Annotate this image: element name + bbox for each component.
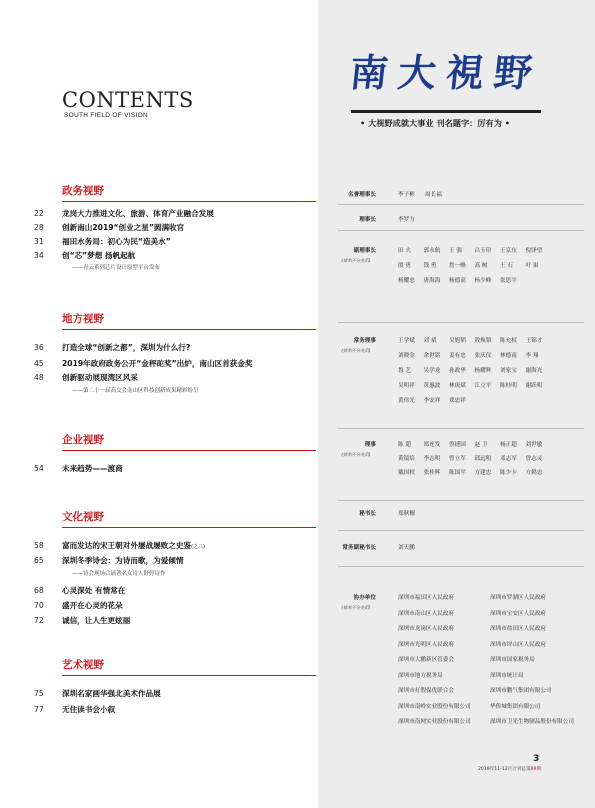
committee-member: 刘天鹏 bbox=[398, 545, 415, 551]
committee-member: 谢海光 bbox=[525, 368, 543, 374]
committee-member: 黄伟光 bbox=[398, 398, 415, 404]
toc-subline: ——第二十一届高交会南山区科技创新成果精彩纷呈 bbox=[72, 388, 199, 394]
committee-member: 华侨城集团有限公司 bbox=[490, 703, 541, 710]
toc-title bbox=[62, 540, 205, 553]
toc-page: 22 bbox=[34, 209, 44, 218]
committee-member: 周长福 bbox=[425, 192, 442, 198]
committee-member: 陈 超 bbox=[398, 442, 411, 448]
committee-member: 陈国平 bbox=[449, 470, 466, 476]
committee-member: 唐海海 bbox=[423, 278, 441, 284]
toc-title: 未来趋势——渡商 bbox=[62, 464, 123, 473]
committee-member: 方建忠 bbox=[474, 470, 492, 476]
logo-glyph: 野 bbox=[491, 50, 535, 95]
committee-member: 深圳市卫光生物制品股份有限公司 bbox=[490, 719, 574, 725]
toc-page: 75 bbox=[34, 689, 44, 698]
committee-role-label: 副理事长 bbox=[353, 248, 376, 254]
toc-entry[interactable] bbox=[0, 704, 318, 716]
toc-title-text: 富而发达的宋王朝对外屡战屡败之史鉴 bbox=[62, 541, 192, 550]
toc-entry[interactable] bbox=[0, 463, 318, 475]
toc-title: 深圳冬季诗会：为诗而歌，为爱倾情 bbox=[62, 556, 184, 565]
committee-member: 杨正超 bbox=[500, 442, 517, 448]
committee-member: 黄镜培 bbox=[398, 456, 415, 462]
section-art bbox=[56, 658, 318, 676]
section-divider bbox=[62, 527, 316, 528]
committee-member: 谢跃明 bbox=[525, 383, 543, 389]
committee-member: 深圳市光明区人民政府 bbox=[398, 641, 454, 648]
committee-role-label: 名誉理事长 bbox=[348, 192, 376, 198]
committee-member: 杨耀辉 bbox=[474, 368, 492, 374]
committee-role-label: 理事 bbox=[364, 442, 376, 448]
toc-title: 创新驱动展现湾区风采 bbox=[62, 373, 138, 382]
committee-member: 戴国权 bbox=[398, 470, 415, 476]
committee-member: 深圳市福田区人民政府 bbox=[398, 595, 454, 601]
page-subtitle: SOUTH FIELD OF VISION bbox=[64, 112, 148, 119]
committee-divider bbox=[338, 230, 584, 231]
committee-member: 鲁 艺 bbox=[398, 368, 411, 374]
committee-member: 陈少卡 bbox=[500, 470, 517, 476]
committee-member: 叶 果 bbox=[525, 263, 539, 269]
committee-member: 王锦才 bbox=[525, 338, 543, 344]
toc-title: 打造全球“创新之都”，深圳为什么行? bbox=[62, 343, 191, 352]
section-culture bbox=[56, 510, 318, 528]
committee-member: 深圳市鹏气集团有限公司 bbox=[490, 688, 552, 694]
committee-member: 深圳市地方税务局 bbox=[398, 672, 443, 679]
toc-title-part: (之三) bbox=[191, 544, 205, 550]
toc-title: 福田水务局：初心为民“造美水” bbox=[62, 237, 171, 246]
committee-member: 田 夫 bbox=[398, 248, 411, 254]
committee-member: 邱远明 bbox=[474, 456, 492, 462]
committee-member: 深圳市宝安区人民政府 bbox=[490, 610, 546, 617]
committee-member: 李子彬 bbox=[398, 192, 415, 198]
committee-divider bbox=[338, 500, 584, 501]
committee-order-note: (排名不分先后) bbox=[341, 606, 371, 611]
committee-member: 王 强 bbox=[449, 248, 462, 254]
toc-page: 54 bbox=[34, 464, 44, 473]
toc-page: 34 bbox=[34, 251, 44, 260]
toc-entry[interactable] bbox=[0, 222, 318, 234]
toc-entry[interactable] bbox=[0, 372, 318, 384]
toc-entry[interactable] bbox=[0, 540, 318, 552]
committee-member: 深圳市南网实业股份有限公司 bbox=[398, 719, 471, 725]
committee-member: 孙政华 bbox=[449, 368, 466, 374]
committee-member: 黄惠波 bbox=[423, 383, 441, 389]
committee-member: 深圳市统计局 bbox=[490, 672, 524, 679]
toc-page: 70 bbox=[34, 601, 44, 610]
issue-text: 2019年11-12月合刊总第 bbox=[478, 767, 531, 772]
committee-order-note: (排名不分先后) bbox=[341, 259, 371, 264]
committee-member: 深圳市国家税务局 bbox=[490, 657, 535, 663]
committee-member: 吴旭韬 bbox=[449, 338, 466, 344]
committee-divider bbox=[338, 566, 584, 567]
committee-member: 深圳市大鹏新区管委会 bbox=[398, 657, 454, 663]
committee-divider bbox=[338, 204, 584, 205]
committee-member: 刘晓金 bbox=[398, 353, 415, 359]
committee-member: 王京东 bbox=[500, 248, 517, 254]
section-politics bbox=[56, 184, 318, 202]
committee-member: 王学斌 bbox=[398, 338, 415, 344]
committee-member: 李 翔 bbox=[525, 353, 539, 359]
committee-member: 吴明祥 bbox=[398, 383, 415, 389]
committee-member: 曾立军 bbox=[449, 456, 466, 462]
committee-role-label: 理事长 bbox=[359, 217, 376, 223]
toc-page: 31 bbox=[34, 237, 44, 246]
committee-member: 陈桂明 bbox=[500, 383, 517, 389]
toc-page: 72 bbox=[34, 616, 44, 625]
committee-member: 李安祥 bbox=[423, 398, 441, 404]
committee-member: 林德南 bbox=[500, 353, 517, 359]
masthead-slogan: • 大视野成就大事业 刊名题字：厉有为 • bbox=[360, 118, 511, 128]
logo-glyph: 南 bbox=[347, 50, 391, 95]
section-local bbox=[56, 312, 318, 330]
committee-member: 赵 卫 bbox=[474, 442, 488, 448]
committee-member: 王 石 bbox=[500, 263, 513, 269]
issue-info bbox=[478, 766, 541, 772]
logo-glyph: 視 bbox=[443, 50, 487, 95]
toc-page: 68 bbox=[34, 586, 44, 595]
toc-title: 深圳名家画华强北美术作品展 bbox=[62, 689, 161, 698]
committee-member: 姜有忠 bbox=[449, 353, 466, 359]
committee-member: 刘世敏 bbox=[525, 442, 543, 448]
toc-title: 2019年政府政务公开“金秤砣奖”出炉，南山区首获金奖 bbox=[62, 359, 253, 368]
committee-member: 深圳市坪山区人民政府 bbox=[490, 641, 546, 648]
toc-title: 龙岗大力推进文化、旅游、体育产业融合发展 bbox=[62, 209, 214, 218]
section-title: 企业视野 bbox=[62, 434, 104, 446]
logo-underline bbox=[351, 110, 541, 113]
committee-member: 深圳市罗湖区人民政府 bbox=[490, 595, 546, 601]
section-divider bbox=[62, 201, 316, 202]
toc-page: 58 bbox=[34, 541, 44, 550]
toc-page: 48 bbox=[34, 373, 44, 382]
toc-entry[interactable] bbox=[0, 585, 318, 597]
committee-member: 深圳市盐田区人民政府 bbox=[490, 626, 546, 632]
committee-member: 刘家宝 bbox=[500, 368, 517, 374]
issue-number: 89期 bbox=[530, 767, 542, 772]
committee-member: 杨德高 bbox=[449, 278, 466, 284]
committee-member: 杨耀忠 bbox=[398, 278, 415, 284]
committee-member: 杨少峰 bbox=[474, 278, 492, 284]
committee-member: 张思平 bbox=[500, 278, 517, 284]
section-title: 艺术视野 bbox=[62, 659, 104, 671]
committee-member: 邓志军 bbox=[500, 456, 517, 462]
committee-role-label: 协办单位 bbox=[353, 595, 376, 601]
toc-entry[interactable] bbox=[0, 555, 318, 567]
toc-entry[interactable] bbox=[0, 236, 318, 248]
toc-subline: ——青云系列芯片设计原型平台发布 bbox=[72, 265, 161, 271]
section-divider bbox=[62, 329, 316, 330]
committee-divider bbox=[338, 322, 584, 323]
committee-member: 吕玉印 bbox=[474, 248, 492, 254]
committee-member: 刘 斌 bbox=[423, 338, 437, 344]
section-enterprise bbox=[56, 433, 318, 451]
section-title: 政务视野 bbox=[62, 185, 104, 197]
committee-member: 张庆仪 bbox=[474, 353, 492, 359]
toc-title: 盛开在心灵的花朵 bbox=[62, 601, 123, 610]
toc-subline: ——诗会现场合诵著名女诗人舒婷诗作 bbox=[72, 571, 166, 577]
committee-member: 江立平 bbox=[474, 383, 492, 389]
committee-role-label: 常务副秘书长 bbox=[342, 545, 376, 551]
toc-entry[interactable] bbox=[0, 615, 318, 627]
toc-title: 心灵深处 有情常在 bbox=[62, 586, 126, 595]
committee-member: 深圳市南山区人民政府 bbox=[398, 610, 454, 617]
section-title: 文化视野 bbox=[62, 511, 104, 523]
committee-member: 郭永航 bbox=[423, 248, 441, 254]
magazine-logo bbox=[347, 48, 550, 106]
toc-title: 诚信，让人生更炫丽 bbox=[62, 616, 131, 625]
section-divider bbox=[62, 675, 316, 676]
committee-member: 曾志灵 bbox=[525, 456, 543, 462]
toc-entry[interactable] bbox=[0, 250, 318, 262]
committee-member: 敖焕韬 bbox=[474, 338, 492, 344]
committee-order-note: (排名不分先后) bbox=[341, 349, 371, 354]
committee-member: 郑秋穗 bbox=[398, 511, 415, 517]
committee-member: 方鹤忠 bbox=[525, 470, 543, 476]
committee-member: 深圳市打假保优联合会 bbox=[398, 688, 454, 694]
committee-member: 郑连发 bbox=[423, 442, 441, 448]
committee-member: 钱 勇 bbox=[423, 263, 437, 269]
committee-member: 林庚斌 bbox=[449, 383, 466, 389]
toc-page: 77 bbox=[34, 705, 44, 714]
section-divider bbox=[62, 450, 316, 451]
committee-member: 余世铭 bbox=[423, 353, 441, 359]
committee-member: 高 树 bbox=[474, 263, 488, 269]
toc-title: 创“芯”梦想 扬帆起航 bbox=[62, 251, 136, 260]
committee-member: 深圳市南岭实业股份有限公司 bbox=[398, 703, 471, 710]
committee-order-note: (排名不分先后) bbox=[341, 453, 371, 458]
committee-member: 郑忠祥 bbox=[449, 398, 466, 404]
toc-page: 65 bbox=[34, 556, 44, 565]
committee-member: 李罗力 bbox=[398, 217, 415, 223]
committee-member: 吴学龙 bbox=[423, 368, 441, 374]
toc-page: 28 bbox=[34, 223, 44, 232]
committee-member: 曾捷国 bbox=[449, 442, 466, 448]
committee-role-label: 秘书长 bbox=[359, 511, 376, 517]
toc-entry[interactable] bbox=[0, 600, 318, 612]
toc-page: 45 bbox=[34, 359, 44, 368]
committee-divider bbox=[338, 428, 584, 429]
toc-entry[interactable] bbox=[0, 342, 318, 354]
toc-title: 创新南山2019“创业之星”圆满收官 bbox=[62, 223, 185, 232]
toc-entry[interactable] bbox=[0, 208, 318, 220]
committee-member: 陈允权 bbox=[500, 338, 517, 344]
committee-member: 深圳市龙岗区人民政府 bbox=[398, 626, 454, 632]
committee-member: 詹一峰 bbox=[449, 263, 466, 269]
toc-entry[interactable] bbox=[0, 688, 318, 700]
toc-title: 无住读书会小叙 bbox=[62, 705, 116, 714]
page-number: 3 bbox=[533, 754, 540, 764]
toc-page: 36 bbox=[34, 343, 44, 352]
logo-glyph: 大 bbox=[395, 50, 439, 95]
committee-divider bbox=[338, 530, 584, 531]
toc-entry[interactable] bbox=[0, 358, 318, 370]
committee-member: 倪泽望 bbox=[525, 248, 543, 254]
committee-member: 殷 勇 bbox=[398, 263, 411, 269]
committee-member: 李志明 bbox=[423, 456, 441, 462]
committee-role-label: 常务理事 bbox=[353, 338, 376, 344]
committee-member: 张桂辉 bbox=[423, 470, 441, 476]
page-title: CONTENTS bbox=[62, 88, 194, 112]
section-title: 地方视野 bbox=[62, 313, 104, 325]
